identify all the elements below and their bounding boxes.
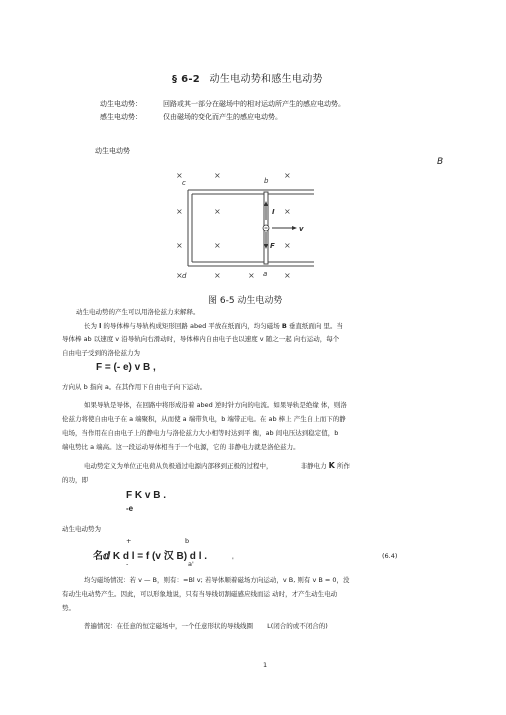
p8-a: 普遍情况：在任意的恒定磁场中，一个任意形状的导线线圈 <box>84 622 253 630</box>
equation-upper-limit-b: b <box>185 537 190 545</box>
velocity-arrow <box>272 226 297 230</box>
paragraph-5-line-1 <box>84 461 350 471</box>
svg-text:×: × <box>284 207 291 216</box>
paragraph-1: 动生电动势的产生可以用洛伦兹力来解释。 <box>76 308 200 316</box>
p5-c: 所作 <box>336 462 350 470</box>
p5-b: 非静电力 <box>300 462 327 470</box>
p2-end: 垂直纸面向 <box>288 322 322 330</box>
subheading: 动生电动势 <box>95 147 130 155</box>
paragraph-4-line-4: 端电势比 a 端高。这一段运动导体相当于一个电源，它的 非静电力就是洛伦兹力。 <box>62 443 300 451</box>
paragraph-6: 动生电动势为 <box>62 525 101 533</box>
svg-text:×: × <box>176 207 183 216</box>
label-d: d <box>182 272 187 280</box>
svg-text:×: × <box>284 241 291 250</box>
p8-b: L(闭合的或不闭合的) <box>267 622 328 630</box>
svg-text:×: × <box>214 207 221 216</box>
section-heading: 动生电动势和感生电动势 <box>209 74 323 85</box>
equation-upper-limit-plus: + <box>126 537 132 545</box>
p5-K: K <box>328 461 335 470</box>
paragraph-2-line-1 <box>84 322 343 331</box>
label-force: F <box>270 242 275 250</box>
formula-nonstatic-denominator: -e <box>126 504 134 513</box>
svg-text:×: × <box>284 171 291 180</box>
p2-pre: 长为 <box>84 322 97 330</box>
label-a: a <box>263 270 268 278</box>
section-number: § 6-2 <box>172 74 201 85</box>
label-current: I <box>272 208 275 216</box>
p2-post: 平放在纸面内，均匀磁场 <box>208 322 280 330</box>
figure-diagram <box>168 168 318 292</box>
paragraph-4-line-1: 如果导轨是导体，在回路中将形成沿着 abed 逆时针方向的电流。如果导轨是绝缘 体，则洛 <box>84 401 347 409</box>
p5-a: 电动势定义为单位正电荷从负极通过电源内部移到正极的过程中， <box>84 462 273 470</box>
label-velocity: v <box>299 225 304 233</box>
paragraph-4-line-2: 伦兹力将使自由电子在 a 端聚积，从而使 a 端带负电，b 端带正电。在 ab 棒上 产生自上而下的静 <box>62 415 346 423</box>
p2-l: l <box>99 322 102 330</box>
page-number: 1 <box>263 661 268 669</box>
label-c: c <box>182 179 186 187</box>
paragraph-7-line-3: 势。 <box>62 604 75 612</box>
paragraph-4-line-3: 电场，当作用在自由电子上的静电力与洛伦兹力大小相等时达到平 衡，ab 间电压达到稳定值，b <box>62 429 339 437</box>
p2-abed: abed <box>189 322 207 330</box>
equation-number: (6.4) <box>382 552 398 560</box>
definition-desc-2: 仅由磁场的变化而产生的感应电动势。 <box>163 113 282 121</box>
paragraph-7-line-1: 均匀磁场情况：若 v — B，则有：=Bl v; 若导体顺着磁场方向运动，v B, 则有 v B = 0，没 <box>84 576 350 584</box>
p2-end2: 里。当 <box>323 322 343 330</box>
section-title <box>172 70 323 85</box>
paragraph-7-line-2: 有动生电动势产生。因此，可以形象地说，只有当导线切割磁感应线而运 动时，才产生动生电动 <box>62 590 338 598</box>
svg-text:×: × <box>176 271 183 280</box>
svg-text:×: × <box>176 241 183 250</box>
p2-mid: 的导体棒与导轨构成矩形回路 <box>103 322 188 330</box>
paragraph-2-line-2: 导体棒 ab 以速度 v 沿导轨向右滑动时，导体棒内自由电子也以速度 v 随之一起 向右运动，每个 <box>62 335 340 343</box>
paragraph-2-line-3: 自由电子受到的洛伦兹力为 <box>62 349 140 357</box>
equation-lower-limit-minus: - <box>126 560 129 568</box>
svg-text:×: × <box>214 171 221 180</box>
paragraph-3: 方向从 b 指向 a。在其作用下自由电子向下运动。 <box>62 383 207 391</box>
definition-desc-1: 回路或其一部分在磁场中的相对运动所产生的感应电动势。 <box>163 100 345 108</box>
svg-text:×: × <box>176 171 183 180</box>
definition-term-1: 动生电动势： <box>100 100 142 108</box>
equation-emf: 名ⅆ K d l = f (v 汉 B) d l . <box>93 551 208 562</box>
b-field-label: B <box>437 157 444 167</box>
definition-term-2: 感生电动势： <box>100 113 142 121</box>
equation-lower-limit-a: a' <box>188 560 194 568</box>
paragraph-8 <box>84 622 328 631</box>
svg-text:×: × <box>248 271 255 280</box>
figure-caption: 图 6-5 动生电动势 <box>208 296 283 306</box>
formula-nonstatic-force: F K v B . <box>126 490 167 501</box>
formula-lorentz: F = (- e) v B , <box>96 362 156 373</box>
svg-text:×: × <box>214 271 221 280</box>
label-b: b <box>264 177 269 185</box>
paragraph-5-line-2: 的功，即 <box>62 476 88 484</box>
equation-comma: ' <box>232 556 234 564</box>
p2-B: B <box>281 322 287 330</box>
svg-text:×: × <box>284 271 291 280</box>
b-field-crosses <box>176 171 291 280</box>
svg-text:×: × <box>214 241 221 250</box>
